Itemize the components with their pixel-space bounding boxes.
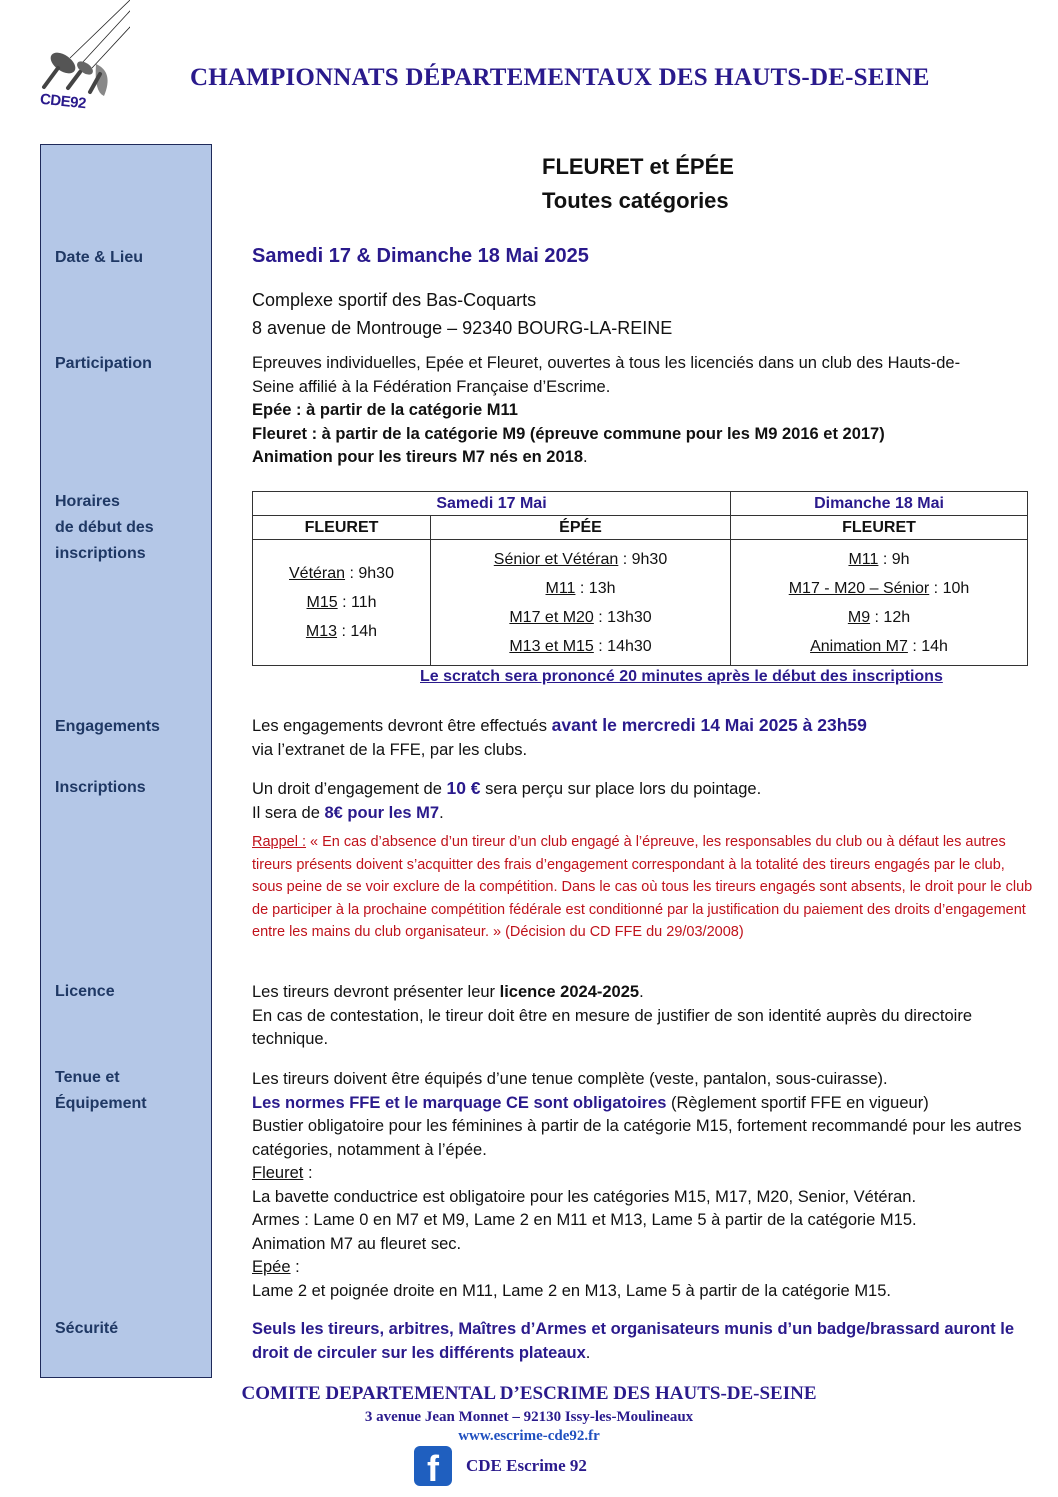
weapon-sat-fleuret: FLEURET: [253, 516, 431, 540]
tenue-epee-heading: [252, 1256, 1032, 1280]
tenue-block: [252, 1068, 1032, 1303]
inscriptions-line2: [252, 802, 1032, 826]
tenue-epee-1: Lame 2 et poignée droite en M11, Lame 2 en M13, Lame 5 à partir de la catégorie M15.: [252, 1281, 891, 1300]
slot-time: : 9h30: [618, 550, 668, 568]
rappel-block: [252, 831, 1034, 944]
slot: [735, 545, 1023, 574]
slot-time: : 13h30: [593, 608, 652, 626]
fee-text-end: sera perçu sur place lors du pointage.: [480, 780, 762, 798]
slot-time: : 12h: [870, 608, 911, 626]
colon: :: [303, 1164, 313, 1182]
licence-text: Les tireurs devront présenter leur: [252, 983, 500, 1001]
participation-epee: Epée : à partir de la catégorie M11: [252, 401, 518, 419]
weapon-sat-epee: ÉPÉE: [431, 516, 731, 540]
weapon-sun-fleuret: FLEURET: [731, 516, 1028, 540]
schedule-table: [252, 491, 1028, 666]
participation-line2: Seine affilié à la Fédération Française d’Escrime.: [252, 377, 611, 396]
slot-category: M13 et M15: [509, 637, 594, 655]
slot-time: : 9h: [878, 550, 910, 568]
licence-season: licence 2024-2025: [499, 983, 640, 1001]
slot-time: : 14h: [337, 623, 378, 640]
label-tenue-line1: Tenue et: [55, 1069, 120, 1086]
engagements-text: Les engagements devront être effectués: [252, 717, 552, 735]
engagements-line2: via l’extranet de la FFE, par les clubs.: [252, 740, 528, 759]
fee-amount: 10 €: [446, 778, 481, 798]
slot-category: M17 - M20 – Sénior: [788, 579, 930, 597]
slot-category: Sénior et Vétéran: [493, 550, 619, 568]
slot-time: : 14h: [907, 637, 948, 655]
participation-fleuret: Fleuret : à partir de la catégorie M9 (épreuve commune pour les M9 2016 et 2017): [252, 424, 885, 443]
subtitle-weapons: FLEURET et ÉPÉE: [542, 154, 734, 179]
label-horaires-line3: inscriptions: [55, 545, 146, 562]
day-saturday: Samedi 17 Mai: [253, 492, 731, 516]
rappel-text: « En cas d’absence d’un tireur d’un club engagé à l’épreuve, les responsables du club ou à défaut les autres tireurs présents doivent s’acquitter des frais d’engagement correspondant à la totalité des tireurs engagés par le club, sous peine de se voir exclure de la compétition. Dans le cas où tous les tireurs engagés sont absents, le droit pour le club de participer à la prochaine compétition fédérale est conditionné par la justification du paiement des droits d’engagement entre les mains du club organisateur. » (Décision du CD FFE du 29/03/2008): [252, 834, 1033, 940]
participation-block: [252, 352, 1032, 470]
tenue-fleuret-1: La bavette conductrice est obligatoire pour les catégories M15, M17, M20, Senior, Vétéran.: [252, 1187, 917, 1206]
slot: [735, 574, 1023, 603]
subtitle-categories: Toutes catégories: [542, 188, 729, 213]
slot-time: : 11h: [337, 594, 377, 611]
tenue-fleuret-heading: [252, 1162, 1032, 1186]
label-horaires-line1: Horaires: [55, 493, 120, 510]
slots-sat-fleuret: [253, 540, 431, 666]
tenue-line3: Bustier obligatoire pour les féminines à partir de la catégorie M15, fortement recommandé pour les autres catégories, notamment à l’épée.: [252, 1117, 1022, 1159]
licence-line1: [252, 981, 1012, 1005]
sidebar: [40, 144, 212, 1378]
label-tenue: [55, 1065, 147, 1117]
epee-label: Epée: [252, 1258, 291, 1276]
venue-name: Complexe sportif des Bas-Coquarts: [252, 290, 537, 310]
tenue-fleuret-2: Armes : Lame 0 en M7 et M9, Lame 2 en M11 et M13, Lame 5 à partir de la catégorie M15.: [252, 1211, 917, 1229]
engagements-line1: [252, 714, 1032, 739]
slot-time: : 14h30: [593, 637, 652, 655]
tenue-norms: Les normes FFE et le marquage CE sont obligatoires: [252, 1093, 667, 1112]
slot: [435, 545, 726, 574]
tenue-line2: [252, 1092, 1032, 1116]
slot: [257, 617, 426, 646]
slot-category: M11: [848, 550, 879, 568]
slot: [435, 632, 726, 661]
slot: [257, 588, 426, 617]
label-engagements: Engagements: [55, 718, 160, 735]
slots-sat-epee: [431, 540, 731, 666]
securite-end: .: [585, 1343, 591, 1362]
website-link[interactable]: www.escrime-cde92.fr: [458, 1428, 600, 1444]
tenue-fleuret-3: Animation M7 au fleuret sec.: [252, 1234, 462, 1253]
animation-text: Animation pour les tireurs M7 nés en 2018: [252, 448, 584, 466]
slot: [435, 574, 726, 603]
slot-category: Vétéran: [289, 565, 346, 582]
label-date-lieu: Date & Lieu: [55, 249, 144, 266]
label-licence: Licence: [55, 983, 115, 1000]
slot-time: : 13h: [575, 579, 616, 597]
engagements-deadline: avant le mercredi 14 Mai 2025 à 23h59: [551, 715, 867, 735]
scratch-note: Le scratch sera prononcé 20 minutes après le début des inscriptions: [420, 668, 943, 685]
slot-category: Animation M7: [810, 637, 908, 655]
tenue-line1: Les tireurs doivent être équipés d’une tenue complète (veste, pantalon, sous-cuirasse).: [252, 1070, 888, 1088]
m7-fee-amount: 8€ pour les M7: [324, 803, 440, 822]
slot: [435, 603, 726, 632]
licence-line2: En cas de contestation, le tireur doit être en mesure de justifier de son identité auprès du directoire technique.: [252, 1006, 972, 1048]
day-sunday: Dimanche 18 Mai: [731, 492, 1028, 516]
participation-line1: Epreuves individuelles, Epée et Fleuret, ouvertes à tous les licenciés dans un club des Hauts-de-: [252, 354, 961, 372]
logo-text: CDE92: [39, 90, 87, 113]
document-title: CHAMPIONNATS DÉPARTEMENTAUX DES HAUTS-DE-SEINE: [190, 64, 930, 91]
tenue-reglement: (Règlement sportif FFE en vigueur): [666, 1093, 929, 1112]
slots-sun-fleuret: [731, 540, 1028, 666]
rappel-label: Rappel :: [252, 834, 307, 850]
footer-address: 3 avenue Jean Monnet – 92130 Issy-les-Moulineaux: [364, 1409, 694, 1425]
event-date: Samedi 17 & Dimanche 18 Mai 2025: [252, 245, 589, 267]
slot: [735, 632, 1023, 661]
footer-website-row: [0, 1428, 1058, 1445]
inscriptions-line1: [252, 777, 1032, 802]
label-tenue-line2: Équipement: [55, 1095, 147, 1112]
securite-text: Seuls les tireurs, arbitres, Maîtres d’Armes et organisateurs munis d’un badge/brassard auront le droit de circuler sur les différents plateaux: [252, 1320, 1014, 1362]
slot: [257, 559, 426, 588]
securite-block: [252, 1318, 1034, 1365]
label-inscriptions: Inscriptions: [55, 779, 146, 796]
fleuret-label: Fleuret: [252, 1164, 304, 1182]
slot-category: M15: [306, 594, 338, 611]
slot-time: : 10h: [929, 579, 970, 597]
footer-org: COMITE DEPARTEMENTAL D’ESCRIME DES HAUTS-DE-SEINE: [241, 1383, 817, 1404]
slot-time: : 9h30: [345, 565, 394, 582]
venue-block: [252, 286, 672, 342]
slot: [735, 603, 1023, 632]
slot-category: M9: [847, 608, 871, 626]
label-participation: Participation: [55, 355, 152, 372]
m7-fee-end: .: [439, 803, 444, 822]
slot-category: M11: [545, 579, 576, 597]
facebook-icon[interactable]: f: [414, 1446, 452, 1486]
label-securite: Sécurité: [55, 1320, 119, 1337]
label-horaires-line2: de début des: [55, 519, 154, 536]
fee-text: Un droit d’engagement de: [252, 780, 447, 798]
subtitle: [542, 150, 734, 218]
m7-fee-text: Il sera de: [252, 803, 325, 822]
licence-block: [252, 981, 1012, 1052]
slot-category: M17 et M20: [509, 608, 594, 626]
participation-animation: [252, 446, 1032, 470]
colon: :: [290, 1258, 300, 1276]
inscriptions-block: [252, 777, 1032, 825]
animation-end: .: [583, 448, 588, 466]
label-horaires: [55, 489, 154, 567]
slot-category: M13: [305, 623, 338, 640]
facebook-label[interactable]: CDE Escrime 92: [466, 1456, 587, 1475]
venue-address: 8 avenue de Montrouge – 92340 BOURG-LA-REINE: [252, 318, 673, 338]
licence-end: .: [639, 983, 644, 1001]
engagements-block: [252, 714, 1032, 762]
